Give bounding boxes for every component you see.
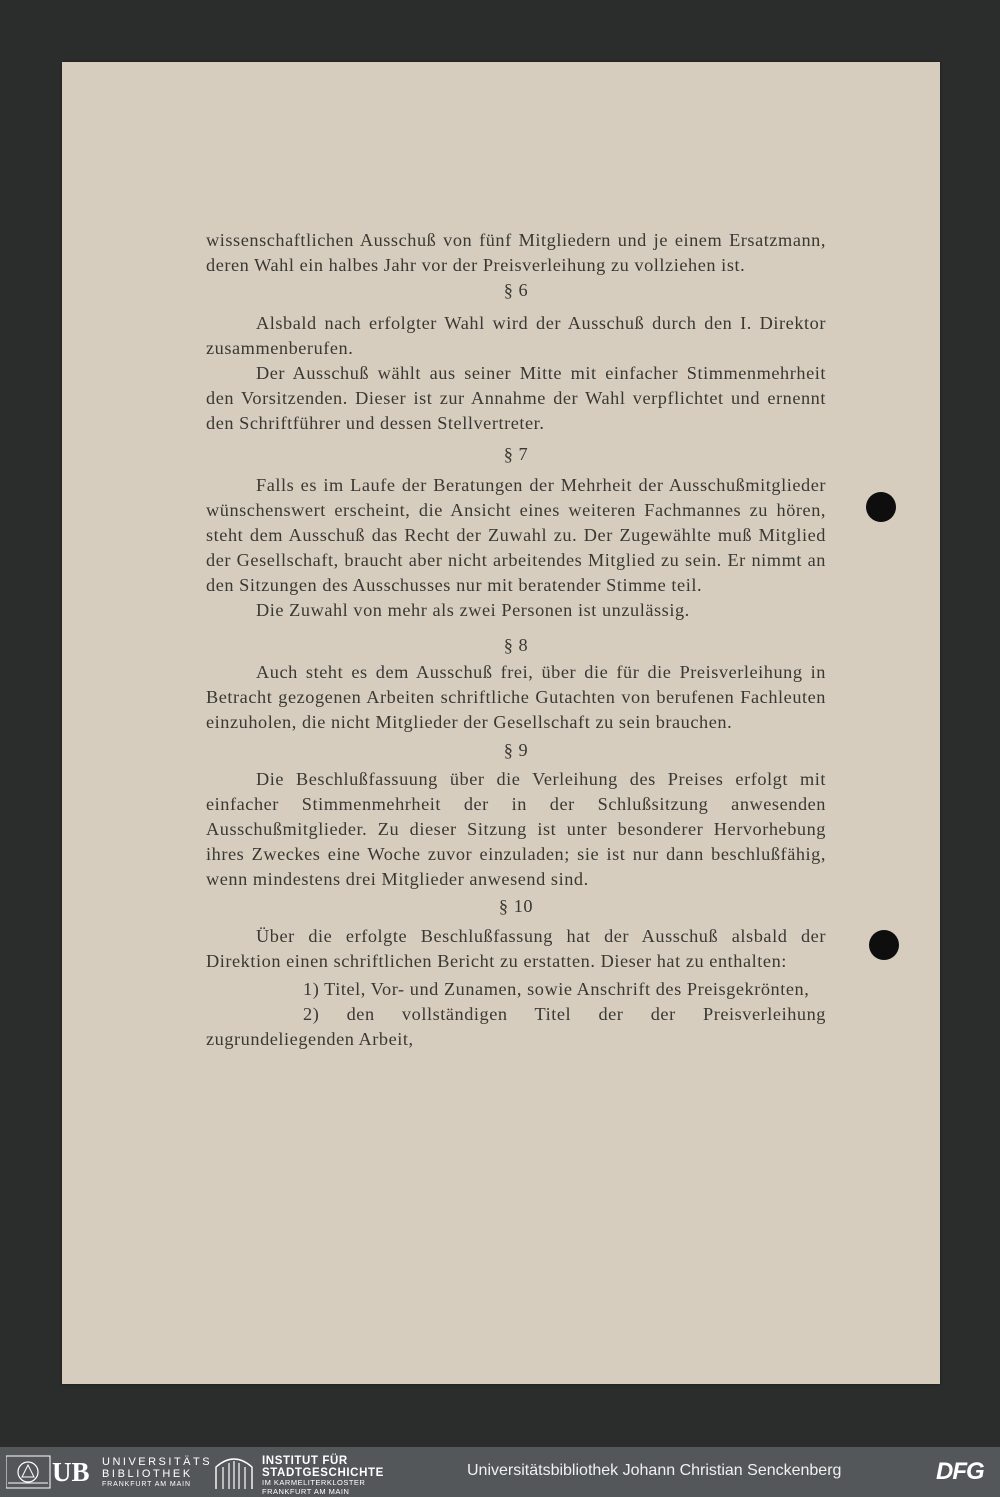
isg-line1: INSTITUT FÜR xyxy=(262,1455,348,1467)
punch-hole xyxy=(866,492,896,522)
paragraph: Auch steht es dem Ausschuß frei, über die für die Preisverleihung in Betracht gezogenen Arbeiten schriftliche Gutachten von berufenen Fachleuten einzuholen, die nicht Mitglieder der Gesellschaft zu sein brauchen. xyxy=(206,662,826,732)
list-item: 2) den vollständigen Titel der der Preisverleihung zugrundeliegenden Arbeit, xyxy=(206,1004,826,1049)
viewer-footer xyxy=(0,1447,1000,1497)
paragraph: Alsbald nach erfolgter Wahl wird der Ausschuß durch den I. Direktor zusammenberufen. xyxy=(206,313,826,358)
isg-line3: IM KARMELITERKLOSTER xyxy=(262,1478,366,1487)
section-heading: § 7 xyxy=(503,444,529,464)
isg-line2: STADTGESCHICHTE xyxy=(262,1467,384,1479)
paragraph: Die Zuwahl von mehr als zwei Personen ist unzulässig. xyxy=(256,600,690,620)
paragraph: Über die erfolgte Beschlußfassung hat der Ausschuß alsbald der Direktion einen schriftlichen Bericht zu erstatten. Dieser hat zu enthalten: xyxy=(206,926,826,971)
ub-letters: UB xyxy=(52,1457,90,1487)
section-heading: § 8 xyxy=(503,635,529,655)
ub-name xyxy=(102,1456,212,1489)
paragraph: wissenschaftlichen Ausschuß von fünf Mitgliedern und je einem Ersatzmann, deren Wahl ein halbes Jahr vor der Preisverleihung zu vollziehen ist. xyxy=(206,230,826,275)
list-item: 1) Titel, Vor- und Zunamen, sowie Anschrift des Preisgekrönten, xyxy=(303,979,810,999)
ub-line3: FRANKFURT AM MAIN xyxy=(102,1481,191,1488)
section-heading: § 10 xyxy=(498,896,534,916)
dfg-logo[interactable]: DFG xyxy=(936,1458,984,1485)
paragraph: Der Ausschuß wählt aus seiner Mitte mit einfacher Stimmenmehrheit den Vorsitzenden. Dieser ist zur Annahme der Wahl verpflichtet und ernennt den Schriftführer und dessen Stellvertreter. xyxy=(206,363,826,433)
isg-emblem-icon xyxy=(214,1455,254,1489)
library-caption: Universitätsbibliothek Johann Christian Senckenberg xyxy=(467,1462,842,1479)
section-heading: § 6 xyxy=(503,280,529,300)
document-body xyxy=(206,228,826,1052)
isg-name xyxy=(262,1455,384,1496)
isg-line4: FRANKFURT AM MAIN xyxy=(262,1486,350,1496)
paragraph: Die Beschlußfassuung über die Verleihung des Preises erfolgt mit einfacher Stimmenmehrheit der in der Schlußsitzung anwesenden Ausschußmitglieder. Zu dieser Sitzung ist unter besonderer Hervorhebung ihres Zweckes eine Woche zuvor einzuladen; sie ist nur dann beschlußfähig, wenn mindestens drei Mitglieder anwesend sind. xyxy=(206,769,826,889)
ub-line1: UNIVERSITÄTS xyxy=(102,1456,213,1468)
punch-hole xyxy=(869,930,899,960)
ub-line2: BIBLIOTHEK xyxy=(102,1468,193,1480)
section-heading: § 9 xyxy=(503,740,529,760)
paragraph: Falls es im Laufe der Beratungen der Mehrheit der Ausschußmitglieder wünschenswert erscheint, die Ansicht eines weiteren Fachmannes zu hören, steht dem Ausschuß das Recht der Zuwahl zu. Der Zugewählte muß Mitglied der Gesellschaft, braucht aber nicht arbeitendes Mitglied zu sein. Er nimmt an den Sitzungen des Ausschusses nur mit beratender Stimme teil. xyxy=(206,475,826,595)
